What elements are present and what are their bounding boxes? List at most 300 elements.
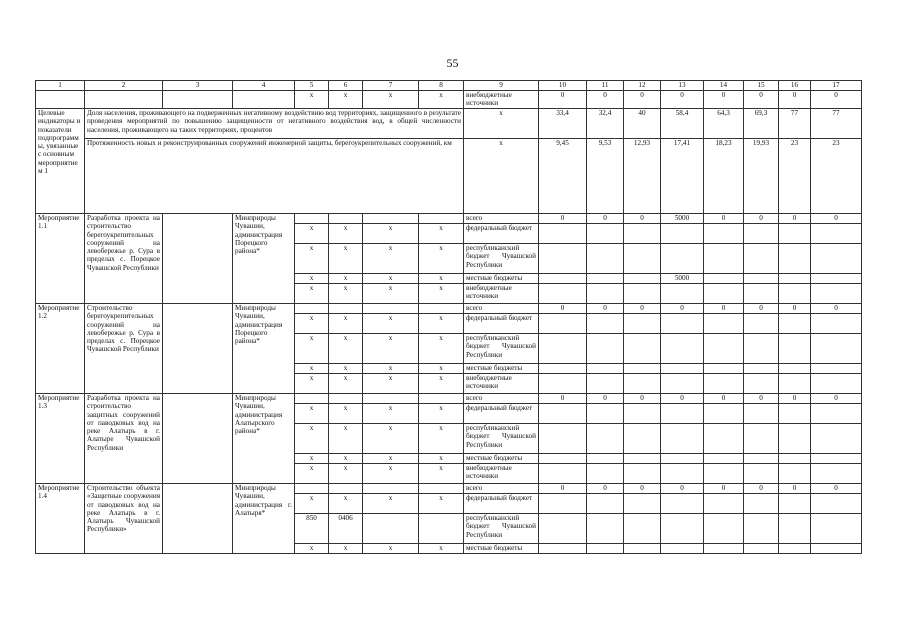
- value-cell: 0: [587, 394, 624, 404]
- mark-cell: [419, 304, 464, 314]
- value-cell: [624, 404, 661, 424]
- value-cell: [539, 274, 587, 284]
- funding-source: внебюджетные источники: [464, 374, 539, 394]
- column-header: 4: [233, 81, 295, 91]
- mark-cell: [419, 514, 464, 544]
- value-cell: 0: [779, 304, 811, 314]
- value-cell: [811, 544, 862, 554]
- value-cell: [661, 334, 704, 364]
- mark-cell: х: [329, 91, 363, 109]
- value-cell: 77: [779, 109, 811, 139]
- mark-cell: х: [295, 464, 329, 484]
- value-cell: [587, 464, 624, 484]
- funding-source: федеральный бюджет: [464, 404, 539, 424]
- column-header: 14: [704, 81, 744, 91]
- indicator-row: [36, 109, 862, 139]
- value-cell: [744, 544, 779, 554]
- mark-cell: [295, 214, 329, 224]
- value-cell: 40: [624, 109, 661, 139]
- mark-cell: х: [419, 334, 464, 364]
- value-cell: [624, 374, 661, 394]
- mark-cell: х: [363, 274, 419, 284]
- value-cell: 0: [704, 484, 744, 494]
- value-cell: [704, 544, 744, 554]
- funding-source: федеральный бюджет: [464, 224, 539, 244]
- funding-source: всего: [464, 394, 539, 404]
- value-cell: 0: [539, 394, 587, 404]
- value-cell: [704, 284, 744, 304]
- value-cell: 0: [661, 91, 704, 109]
- mark-cell: х: [363, 334, 419, 364]
- mark-cell: х: [419, 284, 464, 304]
- value-cell: 0: [811, 394, 862, 404]
- value-cell: [661, 314, 704, 334]
- measure-row: [36, 304, 862, 314]
- column-header: 2: [85, 81, 163, 91]
- mark-cell: [363, 394, 419, 404]
- funding-source: республиканский бюджет Чувашской Республики: [464, 514, 539, 544]
- indicators-label: Целевые индикаторы и показатели подпрограммы, увязанные с основным мероприятием 1: [36, 109, 85, 214]
- value-cell: 0: [704, 214, 744, 224]
- mark-cell: х: [363, 544, 419, 554]
- value-cell: [744, 274, 779, 284]
- value-cell: [539, 284, 587, 304]
- mark-cell: [329, 304, 363, 314]
- mark-cell: х: [419, 404, 464, 424]
- column-header: 3: [163, 81, 233, 91]
- value-cell: [704, 464, 744, 484]
- value-cell: [539, 544, 587, 554]
- value-cell: [539, 314, 587, 334]
- funding-source: республиканский бюджет Чувашской Республики: [464, 244, 539, 274]
- measure-executor: Минприроды Чувашии, администрация Алатырского района*: [233, 394, 295, 484]
- value-cell: [779, 424, 811, 454]
- value-cell: [811, 364, 862, 374]
- value-cell: [704, 424, 744, 454]
- value-cell: [661, 424, 704, 454]
- value-cell: 0: [624, 484, 661, 494]
- value-cell: [704, 374, 744, 394]
- value-cell: [587, 244, 624, 274]
- value-cell: 0: [811, 484, 862, 494]
- value-cell: 33,4: [539, 109, 587, 139]
- value-cell: 0: [811, 214, 862, 224]
- empty-cell: [163, 304, 233, 394]
- measure-name: Строительство объекта «Защитные сооружения от паводковых вод на реке Алатырь в г. Алатырь Чувашской Республики»: [85, 484, 163, 554]
- empty-cell: [163, 484, 233, 554]
- funding-source: внебюджетные источники: [464, 91, 539, 109]
- mark-cell: х: [329, 334, 363, 364]
- value-cell: 0: [624, 91, 661, 109]
- value-cell: [661, 544, 704, 554]
- value-cell: [704, 274, 744, 284]
- mark-cell: х: [295, 454, 329, 464]
- mark-cell: х: [419, 454, 464, 464]
- value-cell: 0: [587, 214, 624, 224]
- mark-cell: х: [363, 224, 419, 244]
- value-cell: 0: [779, 394, 811, 404]
- value-cell: [539, 514, 587, 544]
- mark-cell: х: [363, 284, 419, 304]
- value-cell: [587, 364, 624, 374]
- value-cell: [661, 374, 704, 394]
- mark-cell: х: [363, 244, 419, 274]
- value-cell: 0: [744, 214, 779, 224]
- empty-cell: [85, 91, 163, 109]
- measure-name: Разработка проекта на строительство берегоукрепительных сооружений на левобережье р. Сура в пределах с. Порецкое Чувашской Республики: [85, 214, 163, 304]
- budget-table: [35, 80, 862, 554]
- value-cell: [661, 224, 704, 244]
- mark-cell: х: [363, 494, 419, 514]
- value-cell: [779, 494, 811, 514]
- funding-source: внебюджетные источники: [464, 284, 539, 304]
- value-cell: 0: [744, 304, 779, 314]
- value-cell: 0: [811, 304, 862, 314]
- value-cell: [779, 374, 811, 394]
- value-cell: [539, 404, 587, 424]
- value-cell: [539, 374, 587, 394]
- measure-executor: Минприроды Чувашии, администрация г. Алатыря*: [233, 484, 295, 554]
- mark-cell: х: [295, 364, 329, 374]
- value-cell: [587, 284, 624, 304]
- value-cell: [811, 374, 862, 394]
- value-cell: 0: [779, 91, 811, 109]
- mark-cell: х: [419, 494, 464, 514]
- mark-cell: х: [329, 314, 363, 334]
- mark-cell: х: [419, 464, 464, 484]
- value-cell: 77: [811, 109, 862, 139]
- value-cell: 0: [539, 214, 587, 224]
- funding-source: местные бюджеты: [464, 364, 539, 374]
- value-cell: [811, 404, 862, 424]
- measure-label: Мероприятие 1.3: [36, 394, 85, 484]
- value-cell: 9,53: [587, 139, 624, 214]
- value-cell: 0: [661, 484, 704, 494]
- value-cell: [704, 244, 744, 274]
- value-cell: [661, 494, 704, 514]
- mark-cell: [363, 514, 419, 544]
- value-cell: [779, 514, 811, 544]
- value-cell: [539, 494, 587, 514]
- mark-cell: х: [419, 424, 464, 454]
- value-cell: [811, 284, 862, 304]
- value-cell: [587, 544, 624, 554]
- measure-row: [36, 484, 862, 494]
- value-cell: 0: [779, 214, 811, 224]
- measure-row: [36, 214, 862, 224]
- value-cell: [811, 494, 862, 514]
- value-cell: [704, 494, 744, 514]
- value-cell: 5000: [661, 274, 704, 284]
- value-cell: [779, 224, 811, 244]
- value-cell: [744, 364, 779, 374]
- value-cell: [624, 284, 661, 304]
- value-cell: [744, 334, 779, 364]
- value-cell: [661, 454, 704, 464]
- value-cell: [624, 314, 661, 334]
- mark-cell: [419, 484, 464, 494]
- value-cell: [779, 364, 811, 374]
- value-cell: 0: [811, 91, 862, 109]
- funding-source: федеральный бюджет: [464, 494, 539, 514]
- indicator-mark: х: [464, 139, 539, 214]
- mark-cell: 850: [295, 514, 329, 544]
- value-cell: [624, 494, 661, 514]
- mark-cell: х: [329, 244, 363, 274]
- mark-cell: х: [363, 91, 419, 109]
- funding-source: местные бюджеты: [464, 544, 539, 554]
- value-cell: [661, 464, 704, 484]
- value-cell: [811, 334, 862, 364]
- value-cell: [539, 334, 587, 364]
- value-cell: 0: [539, 304, 587, 314]
- mark-cell: [295, 484, 329, 494]
- indicator-text: Доля населения, проживающего на подверженных негативному воздействию вод территориях, защищенного в результате проведения мероприятий по повышению защищенности от негативного воздействия вод, в общей численности населения, проживающего на таких территориях, процентов: [85, 109, 464, 139]
- mark-cell: х: [419, 364, 464, 374]
- mark-cell: х: [329, 374, 363, 394]
- value-cell: [587, 314, 624, 334]
- value-cell: 9,45: [539, 139, 587, 214]
- funding-source: республиканский бюджет Чувашской Республики: [464, 424, 539, 454]
- mark-cell: [329, 484, 363, 494]
- mark-cell: х: [295, 224, 329, 244]
- mark-cell: х: [329, 494, 363, 514]
- value-cell: [811, 464, 862, 484]
- column-header: 9: [464, 81, 539, 91]
- measure-name: Строительство берегоукрепительных сооружений на левобережье р. Сура в пределах с. Порецкое Чувашской Республики: [85, 304, 163, 394]
- mark-cell: х: [363, 374, 419, 394]
- mark-cell: х: [419, 274, 464, 284]
- empty-cell: [163, 214, 233, 304]
- value-cell: [587, 274, 624, 284]
- value-cell: [661, 284, 704, 304]
- value-cell: [661, 404, 704, 424]
- value-cell: [779, 454, 811, 464]
- value-cell: 64,3: [704, 109, 744, 139]
- column-header: 12: [624, 81, 661, 91]
- mark-cell: х: [295, 314, 329, 334]
- column-header: 6: [329, 81, 363, 91]
- value-cell: 0: [624, 394, 661, 404]
- value-cell: 0: [704, 91, 744, 109]
- mark-cell: х: [363, 404, 419, 424]
- value-cell: [539, 224, 587, 244]
- value-cell: [744, 424, 779, 454]
- indicator-row: [36, 139, 862, 214]
- funding-source: внебюджетные источники: [464, 464, 539, 484]
- empty-cell: [163, 91, 233, 109]
- value-cell: 0: [661, 394, 704, 404]
- funding-source: всего: [464, 304, 539, 314]
- table-row: [36, 91, 862, 109]
- value-cell: 23: [811, 139, 862, 214]
- value-cell: 0: [744, 484, 779, 494]
- mark-cell: х: [295, 244, 329, 274]
- value-cell: [539, 454, 587, 464]
- value-cell: 0: [661, 304, 704, 314]
- measure-executor: Минприроды Чувашии, администрация Порецкого района*: [233, 304, 295, 394]
- mark-cell: х: [329, 284, 363, 304]
- value-cell: [704, 404, 744, 424]
- column-header: 16: [779, 81, 811, 91]
- funding-source: федеральный бюджет: [464, 314, 539, 334]
- value-cell: [744, 404, 779, 424]
- value-cell: [704, 334, 744, 364]
- value-cell: [539, 464, 587, 484]
- value-cell: 0: [744, 394, 779, 404]
- mark-cell: х: [419, 314, 464, 334]
- value-cell: [744, 374, 779, 394]
- value-cell: 58,4: [661, 109, 704, 139]
- value-cell: [744, 454, 779, 464]
- value-cell: [811, 454, 862, 464]
- value-cell: 0: [587, 91, 624, 109]
- value-cell: [811, 244, 862, 274]
- value-cell: [624, 464, 661, 484]
- value-cell: [587, 334, 624, 364]
- value-cell: [779, 284, 811, 304]
- mark-cell: [363, 484, 419, 494]
- funding-source: всего: [464, 484, 539, 494]
- value-cell: [779, 314, 811, 334]
- mark-cell: х: [363, 454, 419, 464]
- value-cell: 0: [587, 304, 624, 314]
- value-cell: [587, 224, 624, 244]
- value-cell: [779, 464, 811, 484]
- mark-cell: х: [329, 454, 363, 464]
- mark-cell: [329, 394, 363, 404]
- indicator-mark: х: [464, 109, 539, 139]
- mark-cell: х: [363, 464, 419, 484]
- mark-cell: [363, 214, 419, 224]
- funding-source: всего: [464, 214, 539, 224]
- mark-cell: х: [363, 314, 419, 334]
- value-cell: 0: [539, 91, 587, 109]
- mark-cell: х: [329, 464, 363, 484]
- value-cell: 5000: [661, 214, 704, 224]
- mark-cell: х: [419, 544, 464, 554]
- value-cell: [744, 224, 779, 244]
- value-cell: 0: [704, 304, 744, 314]
- value-cell: [704, 224, 744, 244]
- value-cell: [624, 334, 661, 364]
- value-cell: [744, 494, 779, 514]
- header-row: [36, 81, 862, 91]
- value-cell: [704, 514, 744, 544]
- mark-cell: х: [329, 224, 363, 244]
- value-cell: 0: [624, 304, 661, 314]
- value-cell: [587, 404, 624, 424]
- column-header: 1: [36, 81, 85, 91]
- value-cell: [539, 424, 587, 454]
- mark-cell: 0406: [329, 514, 363, 544]
- mark-cell: х: [419, 244, 464, 274]
- value-cell: 12,93: [624, 139, 661, 214]
- mark-cell: [419, 214, 464, 224]
- column-header: 5: [295, 81, 329, 91]
- mark-cell: х: [419, 374, 464, 394]
- value-cell: [587, 514, 624, 544]
- value-cell: [624, 454, 661, 464]
- value-cell: [811, 424, 862, 454]
- value-cell: [811, 224, 862, 244]
- value-cell: [624, 544, 661, 554]
- empty-cell: [163, 394, 233, 484]
- mark-cell: х: [419, 224, 464, 244]
- mark-cell: х: [329, 544, 363, 554]
- page-number: 55: [446, 56, 459, 70]
- value-cell: [744, 464, 779, 484]
- funding-source: республиканский бюджет Чувашской Республики: [464, 334, 539, 364]
- mark-cell: х: [295, 91, 329, 109]
- indicator-text: Протяженность новых и реконструированных сооружений инженерной защиты, берегоукрепительных сооружений, км: [85, 139, 464, 214]
- value-cell: [624, 514, 661, 544]
- measure-label: Мероприятие 1.4: [36, 484, 85, 554]
- mark-cell: х: [419, 91, 464, 109]
- value-cell: [587, 374, 624, 394]
- value-cell: 0: [744, 91, 779, 109]
- value-cell: [624, 364, 661, 374]
- value-cell: 32,4: [587, 109, 624, 139]
- mark-cell: х: [295, 494, 329, 514]
- value-cell: [624, 224, 661, 244]
- measure-label: Мероприятие 1.1: [36, 214, 85, 304]
- measure-row: [36, 394, 862, 404]
- value-cell: [779, 404, 811, 424]
- mark-cell: х: [295, 284, 329, 304]
- value-cell: 0: [624, 214, 661, 224]
- value-cell: [779, 334, 811, 364]
- mark-cell: [363, 304, 419, 314]
- mark-cell: х: [295, 424, 329, 454]
- value-cell: [704, 364, 744, 374]
- mark-cell: х: [329, 424, 363, 454]
- empty-cell: [36, 91, 85, 109]
- value-cell: 19,93: [744, 139, 779, 214]
- funding-source: местные бюджеты: [464, 454, 539, 464]
- value-cell: 0: [704, 394, 744, 404]
- mark-cell: [329, 214, 363, 224]
- empty-cell: [233, 91, 295, 109]
- value-cell: 0: [539, 484, 587, 494]
- value-cell: 0: [779, 484, 811, 494]
- value-cell: [779, 274, 811, 284]
- value-cell: [811, 514, 862, 544]
- mark-cell: [419, 394, 464, 404]
- measure-name: Разработка проекта на строительство защитных сооружений от паводковых вод на реке Алатырь в г. Алатыре Чувашской Республики: [85, 394, 163, 484]
- value-cell: 18,23: [704, 139, 744, 214]
- mark-cell: х: [329, 404, 363, 424]
- value-cell: [539, 244, 587, 274]
- value-cell: [624, 244, 661, 274]
- mark-cell: х: [363, 424, 419, 454]
- column-header: 15: [744, 81, 779, 91]
- column-header: 13: [661, 81, 704, 91]
- mark-cell: х: [295, 334, 329, 364]
- column-header: 11: [587, 81, 624, 91]
- value-cell: [587, 454, 624, 464]
- column-header: 10: [539, 81, 587, 91]
- value-cell: 17,41: [661, 139, 704, 214]
- value-cell: [744, 514, 779, 544]
- column-header: 7: [363, 81, 419, 91]
- value-cell: [811, 314, 862, 334]
- value-cell: [661, 364, 704, 374]
- value-cell: [704, 454, 744, 464]
- mark-cell: [295, 304, 329, 314]
- value-cell: [704, 314, 744, 334]
- mark-cell: х: [329, 364, 363, 374]
